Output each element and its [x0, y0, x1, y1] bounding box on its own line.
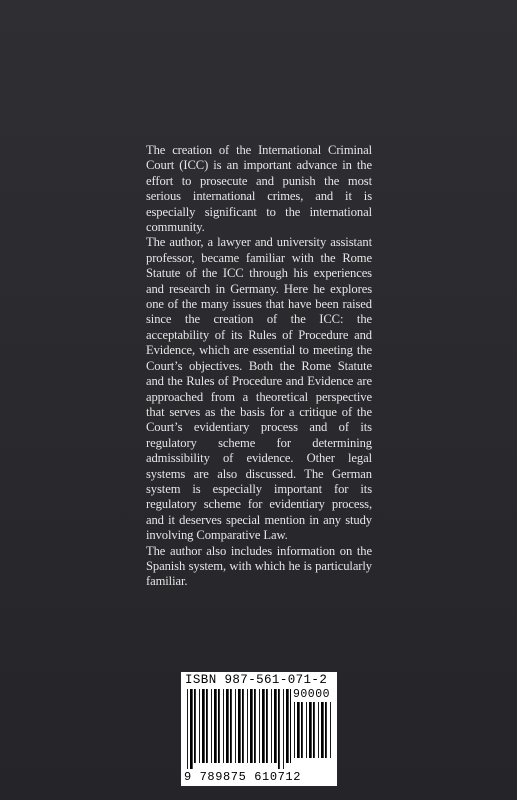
isbn-label: ISBN 987-561-071-2 — [185, 673, 328, 687]
isbn-barcode — [181, 672, 337, 786]
addon-barcode-bars — [294, 702, 332, 764]
barcode-digits: 9 789875 610712 — [184, 770, 302, 784]
price-code-label: 90000 — [293, 688, 331, 701]
blurb-paragraph-1: The creation of the International Criminal Court (ICC) is an important advance in the effort to prosecute and punish the most serious international crimes, and it is especially significant to the international community. — [146, 143, 372, 235]
barcode-bars — [187, 689, 291, 769]
blurb-paragraph-3: The author also includes information on the Spanish system, with which he is particularly familiar. — [146, 543, 372, 589]
blurb-paragraph-2: The author, a lawyer and university assistant professor, became familiar with the Rome Statute of the ICC through his experiences and research in Germany. Here he explores one of the many issues that have been raised since the creation of the ICC: the acceptability of its Rules of Procedure and Evidence, which are essential to meeting the Court’s objectives. Both the Rome Statute and the Rules of Procedure and Evidence are approached from a theoretical perspective that serves as the basis for a critique of the Court’s evidentiary process and of its regulatory scheme for determining admissibility of evidence. Other legal systems are also discussed. The German system is especially important for its regulatory scheme for evidentiary process, and it deserves special mention in any study involving Comparative Law. — [146, 235, 372, 543]
back-cover-blurb — [146, 143, 372, 590]
